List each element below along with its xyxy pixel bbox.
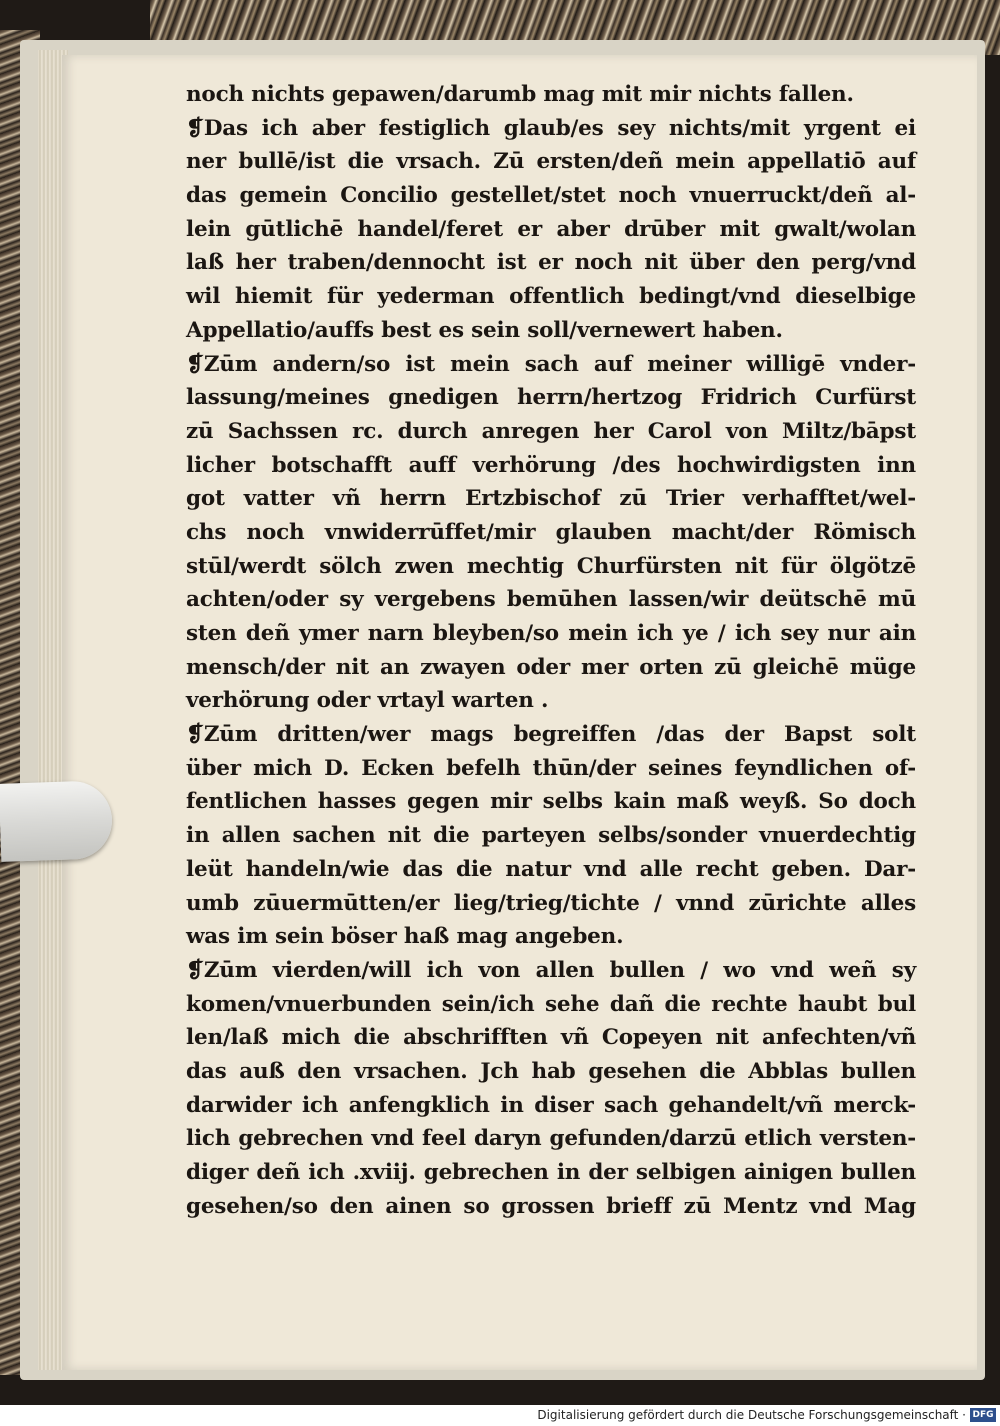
text-line: das gemein Concilio gestellet/stet noch vnuerruckt/deñ al-: [186, 183, 916, 209]
page-clip: [0, 780, 113, 862]
text-line: ❡Zūm dritten/wer mags begreiffen /das der Bapst solt: [186, 722, 916, 748]
funding-credit: Digitalisierung gefördert durch die Deutsche Forschungsgemeinschaft ·: [537, 1408, 966, 1422]
text-line: zū Sachssen rc. durch anregen her Carol von Miltz/bāpst: [186, 418, 916, 444]
text-line: got vatter vñ herrn Ertzbischof zū Trier verhafftet/wel-: [186, 486, 916, 512]
text-line: wil hiemit für yederman offentlich bedingt/vnd dieselbige: [186, 284, 916, 310]
text-line: das auß den vrsachen. Jch hab gesehen die Abblas bullen: [186, 1058, 916, 1084]
text-line: lassung/meines gnedigen herrn/hertzog Fridrich Curfürst: [186, 385, 916, 411]
text-line: darwider ich anfengklich in diser sach gehandelt/vñ merck-: [186, 1092, 916, 1118]
text-line: chs noch vnwiderrūffet/mir glauben macht/der Römisch: [186, 519, 916, 545]
text-line: licher botschafft auff verhörung /des hochwirdigsten inn: [186, 452, 916, 478]
text-line: über mich D. Ecken befelh thūn/der seines feyndlichen of-: [186, 755, 916, 781]
text-line: ❡Das ich aber festiglich glaub/es sey nichts/mit yrgent ei: [186, 115, 916, 141]
text-line: ner bullē/ist die vrsach. Zū ersten/deñ mein appellatiō auf: [186, 149, 916, 175]
text-line: Appellatio/auffs best es sein soll/vernewert haben.: [186, 317, 783, 343]
dfg-logo: DFG: [970, 1408, 996, 1422]
text-line: achten/oder sy vergebens bemūhen lassen/wir deütschē mū: [186, 587, 916, 613]
text-line: lein gūtlichē handel/feret er aber drūber mit gwalt/wolan: [186, 216, 916, 242]
text-line: sten deñ ymer narn bleyben/so mein ich ye / ich sey nur ain: [186, 621, 916, 646]
text-line: noch nichts gepawen/darumb mag mit mir nichts fallen.: [186, 82, 854, 107]
text-line: ❡Zūm vierden/will ich von allen bullen / wo vnd weñ sy: [186, 957, 916, 983]
text-line: len/laß mich die abschrifften vñ Copeyen nit anfechten/vñ: [186, 1025, 916, 1051]
footer-bar: [0, 1405, 1000, 1426]
text-line: komen/vnuerbunden sein/ich sehe dañ die rechte haubt bul: [186, 991, 916, 1017]
text-line: diger deñ ich .xviij. gebrechen in der selbigen ainigen bullen: [186, 1160, 916, 1185]
printed-text-block: [186, 78, 916, 1223]
text-line: mensch/der nit an zwayen oder mer orten zū gleichē müge: [186, 654, 916, 680]
text-line: gesehen/so den ainen so grossen brieff zū Mentz vnd Mag: [186, 1193, 916, 1219]
text-line: verhörung oder vrtayl warten .: [186, 688, 549, 714]
text-line: in allen sachen nit die parteyen selbs/sonder vnuerdechtig: [186, 823, 916, 849]
text-line: leüt handeln/wie das die natur vnd alle recht geben. Dar-: [186, 856, 916, 882]
text-line: was im sein böser haß mag angeben.: [186, 924, 624, 950]
text-line: stūl/werdt sölch zwen mechtig Churfürsten nit für ölgötzē: [186, 553, 916, 579]
text-line: laß her traben/dennocht ist er noch nit über den perg/vnd: [186, 250, 916, 276]
text-line: fentlichen hasses gegen mir selbs kain maß weyß. So doch: [186, 789, 916, 815]
text-line: ❡Zūm andern/so ist mein sach auf meiner willigē vnder-: [186, 351, 916, 377]
text-line: lich gebrechen vnd feel daryn gefunden/darzū etlich versten-: [186, 1126, 916, 1152]
text-line: umb zūuermūtten/er lieg/trieg/tichte / vnnd zūrichte alles: [186, 890, 916, 916]
